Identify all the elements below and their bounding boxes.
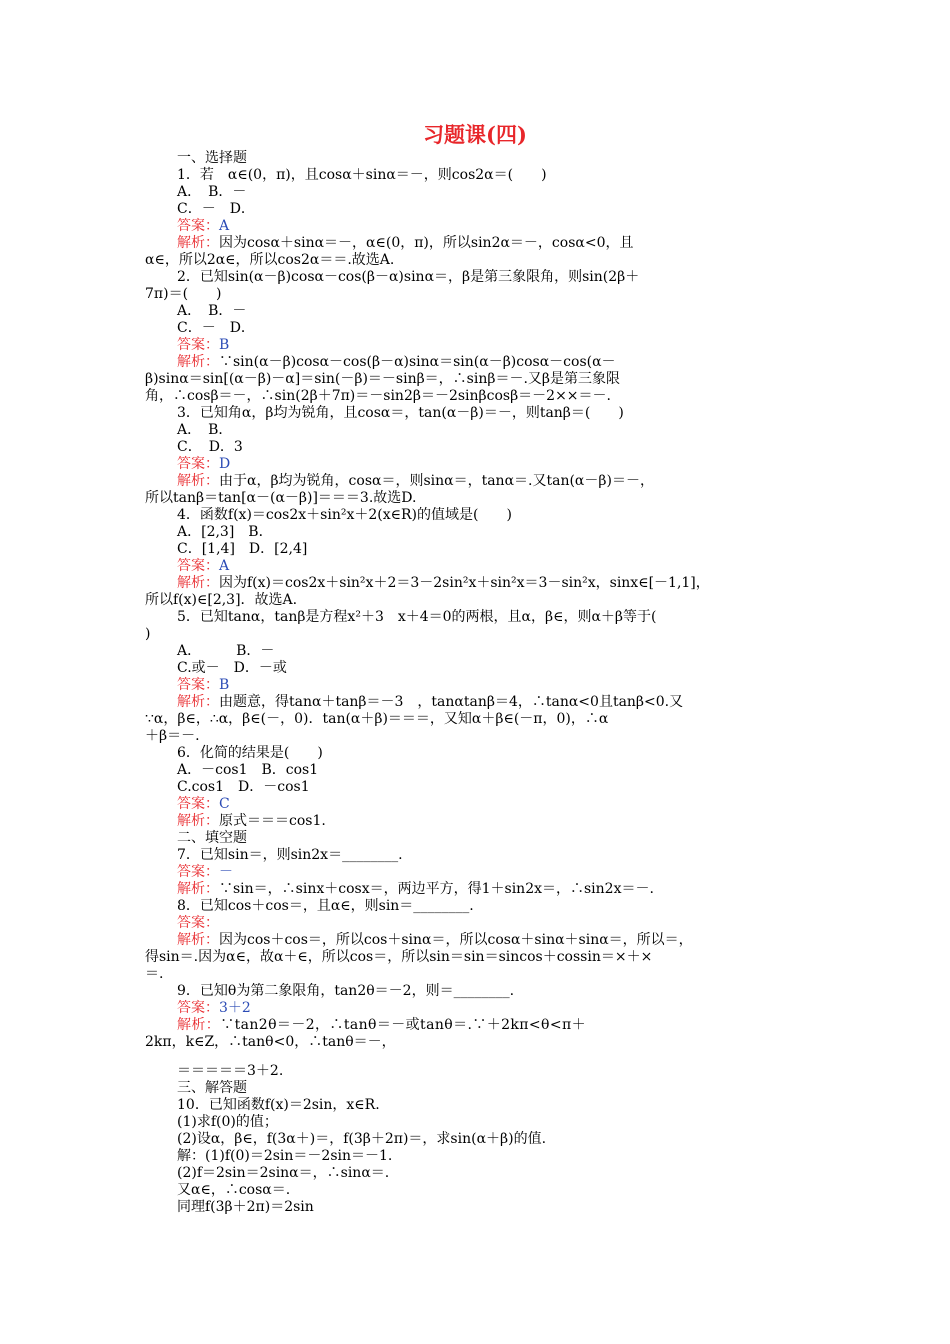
analysis-line	[177, 881, 842, 898]
page-title: 习题课(四)	[423, 122, 527, 147]
analysis-line	[177, 575, 842, 592]
analysis-line	[177, 473, 842, 490]
answer-line	[177, 677, 842, 694]
solution-text: (2)f＝2sin＝2sinα＝，∴sinα＝.	[177, 1165, 390, 1181]
analysis-text: 原式＝＝＝cos1.	[219, 813, 326, 829]
answer-line	[177, 218, 842, 235]
answer-value: 3＋2	[219, 1000, 251, 1016]
answer-value: A	[219, 558, 230, 574]
analysis-line	[177, 1017, 842, 1034]
question-text: 4．函数f(x)＝cos2x＋sin²x＋2(x∈R)的值域是( )	[177, 507, 512, 523]
analysis-line	[177, 235, 842, 252]
section-heading: 一、选择题	[177, 150, 247, 166]
option-line: A．－cos1 B．cos1	[177, 762, 319, 778]
option-line: A． B．－	[177, 643, 275, 659]
answer-label: 答案：	[177, 864, 219, 880]
analysis-text: 因为cos＋cos＝，所以cos＋sinα＝，所以cosα＋sinα＋sinα＝，所以＝，	[219, 932, 693, 948]
answer-line	[177, 1000, 842, 1017]
answer-value: A	[219, 218, 230, 234]
answer-line	[177, 337, 842, 354]
analysis-text: ＝.	[145, 966, 164, 982]
analysis-text: 因为f(x)＝cos2x＋sin²x＋2＝3－2sin²x＋sin²x＝3－sin²x，sinx∈[－1,1]，	[219, 575, 710, 591]
analysis-text: ∵sin(α－β)cosα－cos(β－α)sinα＝sin(α－β)cosα－cos(α－	[219, 354, 616, 370]
option-line: C．－ D．	[177, 320, 255, 336]
question-text: (2)设α，β∈，f(3α＋)＝，f(3β＋2π)＝，求sin(α＋β)的值.	[177, 1131, 547, 1147]
answer-label: 答案：	[177, 558, 219, 574]
analysis-line	[177, 354, 842, 371]
answer-value: B	[219, 677, 230, 693]
answer-line	[177, 864, 842, 881]
option-line: C．[1,4] D．[2,4]	[177, 541, 308, 557]
question-text: 7π)＝( )	[145, 286, 222, 302]
analysis-text: 2kπ，k∈Z，∴tanθ<0，∴tanθ＝－，	[145, 1034, 396, 1050]
analysis-text: α∈，所以2α∈，所以cos2α＝＝.故选A.	[145, 252, 395, 268]
analysis-label: 解析：	[177, 881, 219, 897]
answer-label: 答案：	[177, 796, 219, 812]
analysis-line	[177, 694, 842, 711]
analysis-line	[177, 813, 842, 830]
analysis-label: 解析：	[177, 813, 219, 829]
analysis-text: 得sin＝.因为α∈，故α＋∈，所以cos＝，所以sin＝sin＝sincos＋cossin＝×＋×	[145, 949, 653, 965]
option-line: A． B．－	[177, 184, 247, 200]
answer-value: B	[219, 337, 230, 353]
answer-label: 答案：	[177, 218, 219, 234]
question-text: 5．已知tanα，tanβ是方程x²＋3 x＋4＝0的两根，且α，β∈，则α＋β等于(	[177, 609, 657, 625]
answer-label: 答案：	[177, 456, 219, 472]
option-line: C．－ D．	[177, 201, 255, 217]
question-text: 7．已知sin＝，则sin2x＝________.	[177, 847, 403, 863]
question-text: 9．已知θ为第二象限角，tan2θ＝－2，则＝________.	[177, 983, 515, 999]
analysis-text: β)sinα＝sin[(α－β)－α]＝sin(－β)＝－sinβ＝，∴sinβ＝－.又β是第三象限	[145, 371, 621, 387]
question-text: 1．若 α∈(0，π)，且cosα＋sinα＝－，则cos2α＝( )	[177, 167, 547, 183]
question-text: )	[145, 626, 151, 642]
analysis-text: 角，∴cosβ＝－，∴sin(2β＋7π)＝－sin2β＝－2sinβcosβ＝－2××＝－.	[145, 388, 611, 404]
question-text: 10．已知函数f(x)＝2sin，x∈R.	[177, 1097, 380, 1113]
option-line: A．[2,3] B．	[177, 524, 273, 540]
answer-line	[177, 796, 842, 813]
analysis-label: 解析：	[177, 694, 219, 710]
option-line: A． B．－	[177, 303, 247, 319]
question-text: (1)求f(0)的值；	[177, 1114, 278, 1130]
solution-text: 同理f(3β＋2π)＝2sin	[177, 1199, 314, 1215]
option-line: A． B．	[177, 422, 233, 438]
answer-value: D	[219, 456, 231, 472]
analysis-label: 解析：	[177, 1017, 221, 1033]
analysis-label: 解析：	[177, 235, 219, 251]
analysis-text: 所以f(x)∈[2,3]．故选A.	[145, 592, 298, 608]
solution-text: 解：(1)f(0)＝2sin＝－2sin＝－1.	[177, 1148, 393, 1164]
answer-label: 答案：	[177, 677, 219, 693]
solution-text: 又α∈，∴cosα＝.	[177, 1182, 291, 1198]
answer-label: 答案：	[177, 1000, 219, 1016]
analysis-text: ∵sin＝，∴sinx＋cosx＝，两边平方，得1＋sin2x＝，∴sin2x＝－.	[219, 881, 654, 897]
analysis-line	[177, 932, 842, 949]
option-line: C.或－ D．－或	[177, 660, 287, 676]
option-line: C． D．3	[177, 439, 243, 455]
analysis-text: ∵α，β∈，∴α，β∈(－，0)．tan(α＋β)＝＝＝，又知α＋β∈(－π，0)，∴α	[145, 711, 609, 727]
answer-line	[177, 558, 842, 575]
analysis-text: 因为cosα＋sinα＝－，α∈(0，π)，所以sin2α＝－，cosα<0，且	[219, 235, 634, 251]
section-heading: 三、解答题	[177, 1080, 247, 1096]
answer-line	[177, 456, 842, 473]
answer-label: 答案：	[177, 337, 219, 353]
analysis-label: 解析：	[177, 473, 219, 489]
answer-line	[177, 915, 842, 932]
analysis-label: 解析：	[177, 575, 219, 591]
analysis-text: ∵tan2θ＝－2，∴tanθ＝－或tanθ＝.∵＋2kπ<θ<π＋	[220, 1017, 587, 1033]
analysis-label: 解析：	[177, 932, 219, 948]
question-text: 6．化简的结果是( )	[177, 745, 323, 761]
analysis-text: 由于α，β均为锐角，cosα＝，则sinα＝，tanα＝.又tan(α－β)＝－，	[219, 473, 654, 489]
analysis-text: 由题意，得tanα＋tanβ＝－3 ，tanαtanβ＝4，∴tanα<0且tanβ<0.又	[219, 694, 684, 710]
analysis-label: 解析：	[177, 354, 219, 370]
answer-label: 答案：	[177, 915, 219, 931]
analysis-text: ＝＝＝＝＝3＋2.	[177, 1063, 284, 1079]
analysis-text: 所以tanβ＝tan[α－(α－β)]＝＝＝3.故选D.	[145, 490, 417, 506]
analysis-text: ＋β＝－.	[145, 728, 200, 744]
section-heading: 二、填空题	[177, 830, 247, 846]
question-text: 2．已知sin(α－β)cosα－cos(β－α)sinα＝，β是第三象限角，则sin(2β＋	[177, 269, 640, 285]
answer-value: C	[219, 796, 230, 812]
question-text: 8．已知cos＋cos＝，且α∈，则sin＝________.	[177, 898, 474, 914]
option-line: C.cos1 D．－cos1	[177, 779, 310, 795]
answer-value: －	[219, 864, 233, 880]
question-text: 3．已知角α，β均为锐角，且cosα＝，tan(α－β)＝－，则tanβ＝( )	[177, 405, 624, 421]
